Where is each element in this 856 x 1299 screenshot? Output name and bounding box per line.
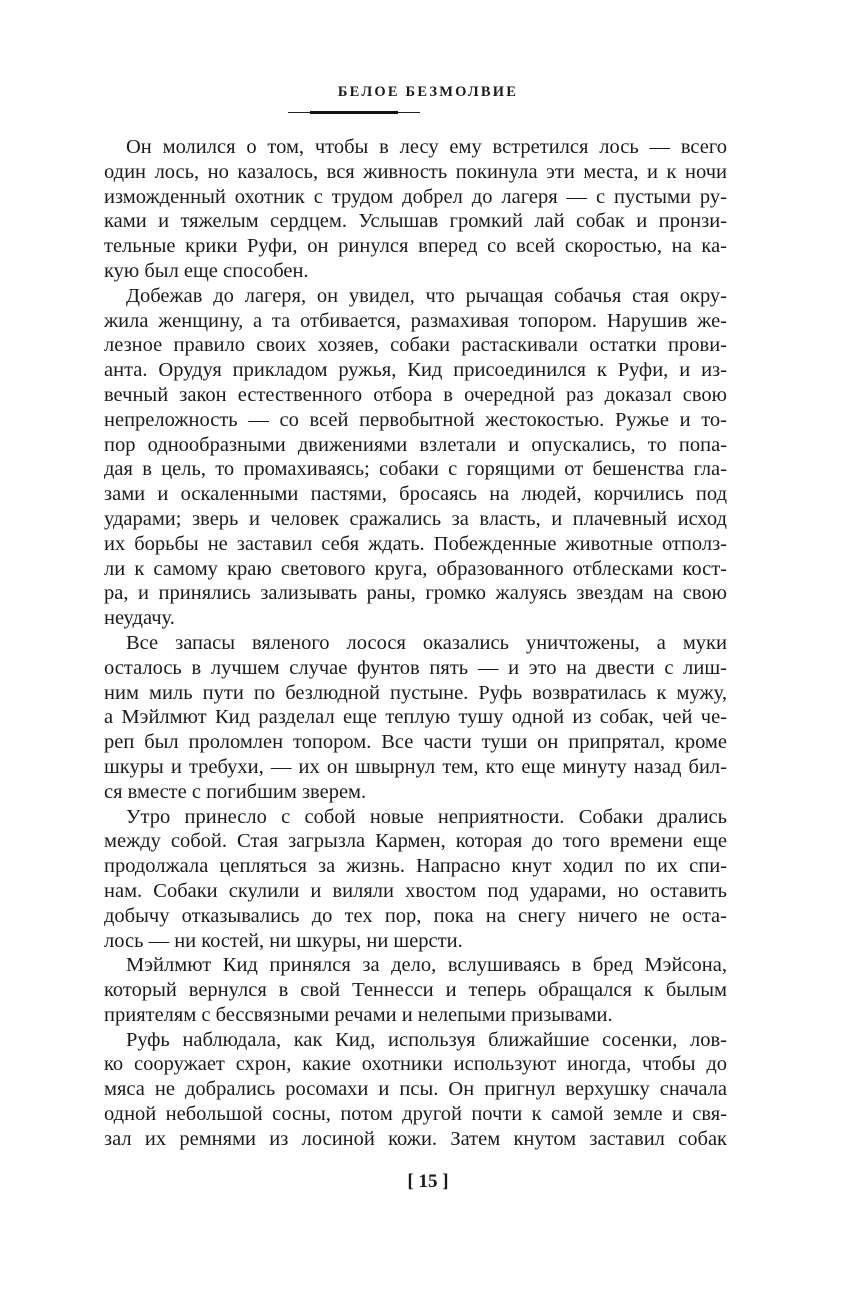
text-line: изможденный охотник с трудом добрел до лагеря — с пустыми ру- xyxy=(104,185,727,208)
text-line: одной небольшой сосны, потом другой почти к самой земле и свя- xyxy=(104,1103,727,1126)
text-line: неудачу. xyxy=(104,607,175,630)
text-line: жила женщину, а та отбивается, размахивая топором. Нарушив же- xyxy=(104,309,727,332)
text-line: реп был проломлен топором. Все части туши он припрятал, кроме xyxy=(104,731,727,754)
text-line: ра, и принялись зализывать раны, громко жалуясь звездам на свою xyxy=(104,582,727,605)
text-line: пор однообразными движениями взлетали и опускались, то попа- xyxy=(104,433,727,456)
text-line: тельные крики Руфи, он ринулся вперед со всей скоростью, на ка- xyxy=(104,235,727,258)
text-line: зами и оскаленными пастями, бросаясь на людей, корчились под xyxy=(104,483,727,506)
text-line: между собой. Стая загрызла Кармен, которая до того времени еще xyxy=(104,830,727,853)
text-line: ли к самому краю светового круга, образованного отблесками кост- xyxy=(104,557,727,580)
text-line: ко сооружает схрон, какие охотники используют иногда, чтобы до xyxy=(104,1053,727,1076)
paragraph xyxy=(104,631,727,805)
paragraph xyxy=(104,953,727,1027)
text-line: лезное правило своих хозяев, собаки растаскивали остатки прови- xyxy=(104,334,727,357)
text-line: Руфь наблюдала, как Кид, используя ближайшие сосенки, лов- xyxy=(126,1028,727,1051)
text-line: продолжала цепляться за жизнь. Напрасно кнут ходил по их спи- xyxy=(104,855,727,878)
text-line: шкуры и требухи, — их он швырнул тем, кто еще минуту назад бил- xyxy=(104,755,727,778)
running-head: БЕЛОЕ БЕЗМОЛВИЕ xyxy=(337,84,519,100)
text-line: нам. Собаки скулили и виляли хвостом под ударами, но оставить xyxy=(104,879,727,902)
text-line: Все запасы вяленого лосося оказались уничтожены, а муки xyxy=(126,631,727,654)
text-line: ками и тяжелым сердцем. Услышав громкий лай собак и пронзи- xyxy=(104,210,727,233)
text-line: дая в цель, то промахиваясь; собаки с горящими от бешенства гла- xyxy=(104,458,727,481)
paragraph xyxy=(104,1028,727,1152)
text-line: анта. Орудуя прикладом ружья, Кид присоединился к Руфи, и из- xyxy=(104,359,727,382)
page-number: [ 15 ] xyxy=(407,1171,449,1192)
text-line: Добежав до лагеря, он увидел, что рычащая собачья стая окру- xyxy=(126,284,727,307)
text-line: один лось, но казалось, вся живность покинула эти места, и к ночи xyxy=(104,160,727,183)
text-line: осталось в лучшем случае фунтов пять — и это на двести с лиш- xyxy=(104,656,727,679)
text-line: добычу отказывались до тех пор, пока на снегу ничего не оста- xyxy=(104,904,727,927)
text-line: Он молился о том, чтобы в лесу ему встретился лось — всего xyxy=(126,136,727,158)
text-line: их борьбы не заставил себя ждать. Побежденные животные отполз- xyxy=(104,532,727,555)
text-line: ним миль пути по безлюдной пустыне. Руфь возвратилась к мужу, xyxy=(104,681,727,704)
body-text xyxy=(104,135,727,1152)
text-line: зал их ремнями из лосиной кожи. Затем кнутом заставил собак xyxy=(104,1127,727,1150)
paragraph xyxy=(104,805,727,954)
text-line: ся вместе с погибшим зверем. xyxy=(104,780,367,803)
text-line: мяса не добрались росомахи и псы. Он пригнул верхушку сначала xyxy=(104,1078,727,1101)
text-line: а Мэйлмют Кид разделал еще теплую тушу одной из собак, чей че- xyxy=(104,706,727,729)
paragraph xyxy=(104,284,727,631)
text-line: непреложность — со всей первобытной жестокостью. Ружье и то- xyxy=(104,408,727,431)
text-line: Мэйлмют Кид принялся за дело, вслушиваясь в бред Мэйсона, xyxy=(126,954,727,977)
header-rule-accent xyxy=(310,111,398,114)
paragraph xyxy=(104,135,727,284)
text-line: ударами; зверь и человек сражались за власть, и плачевный исход xyxy=(104,507,727,530)
text-line: кую был еще способен. xyxy=(104,259,309,282)
text-line: приятелям с бессвязными речами и нелепыми призывами. xyxy=(104,1003,613,1026)
text-line: который вернулся в свой Теннесси и теперь обращался к былым xyxy=(104,979,727,1002)
text-line: вечный закон естественного отбора в очередной раз доказал свою xyxy=(104,383,727,406)
text-line: Утро принесло с собой новые неприятности. Собаки дрались xyxy=(126,805,727,828)
text-line: лось — ни костей, ни шкуры, ни шерсти. xyxy=(104,929,463,952)
